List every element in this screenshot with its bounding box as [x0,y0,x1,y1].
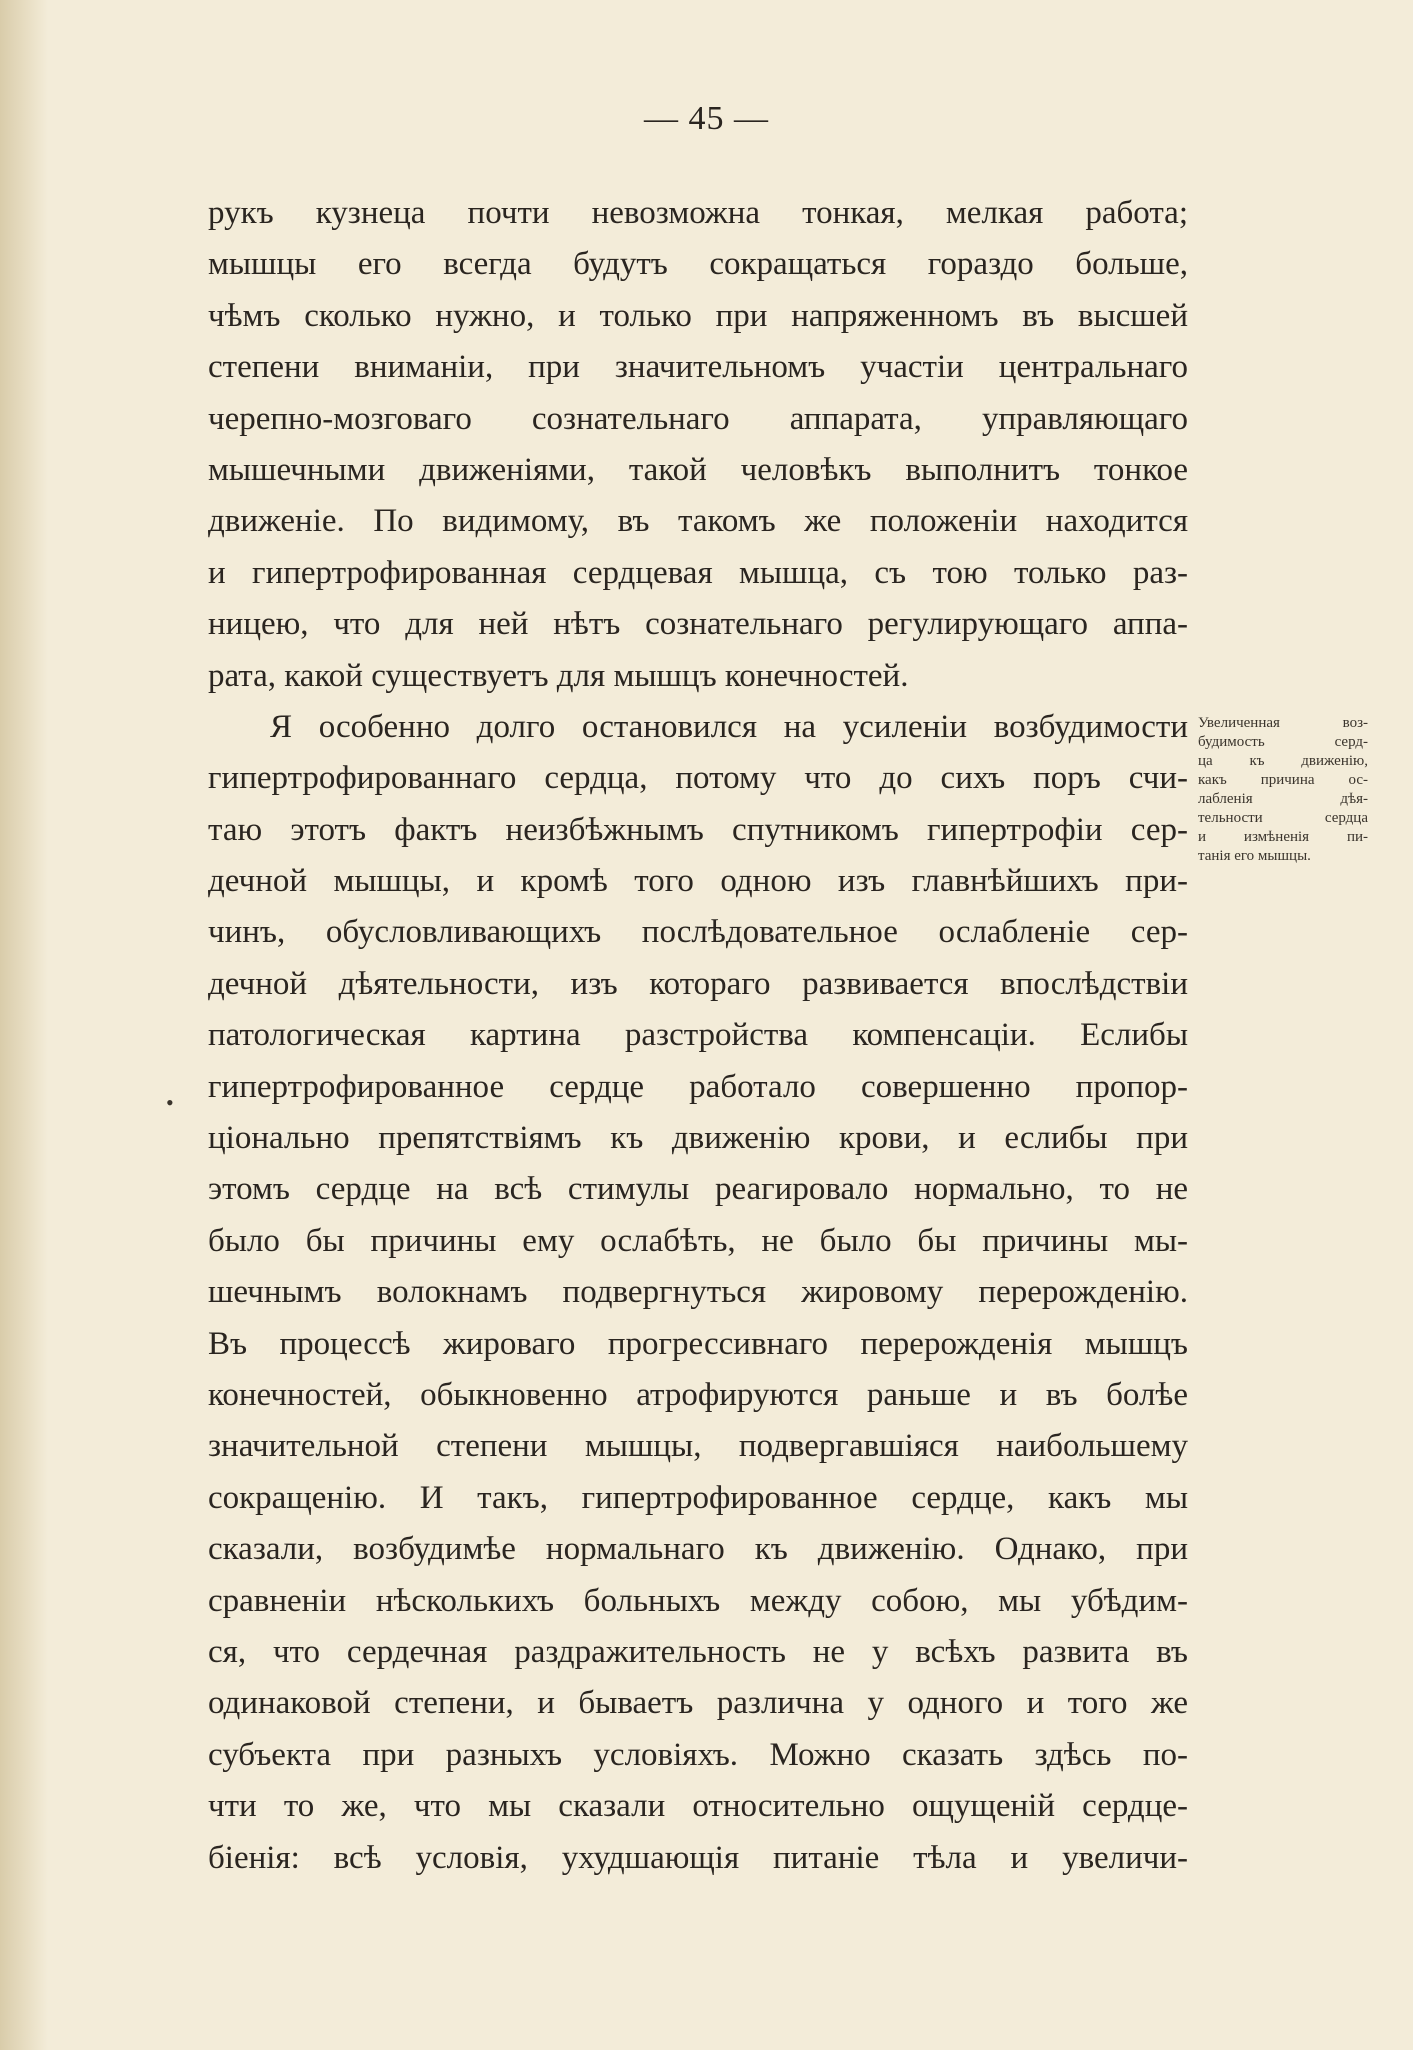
text-line: сказали, возбудимѣе нормальнаго къ движенію. Однако, при [208,1531,1188,1568]
page-edge-shadow [0,0,48,2050]
margin-note-line: лабленія дѣя- [1198,791,1368,807]
body-text [208,188,1188,1884]
text-line: степени вниманіи, при значительномъ участіи центральнаго [208,349,1188,386]
text-line: рукъ кузнеца почти невозможна тонкая, мелкая работа; [208,195,1188,231]
text-line: Въ процессѣ жироваго прогрессивнаго перерожденія мышцъ [208,1325,1188,1362]
text-line: ся, что сердечная раздражительность не у всѣхъ развита въ [208,1633,1188,1670]
text-line: одинаковой степени, и бываетъ различна у одного и того же [208,1685,1188,1722]
text-line: чѣмъ сколько нужно, и только при напряженномъ въ высшей [208,297,1188,334]
margin-note-line: Увеличенная воз- [1198,715,1368,731]
text-line: ницею, что для ней нѣтъ сознательнаго регулирующаго аппа- [208,606,1188,643]
text-line: чти то же, что мы сказали относительно ощущеній сердце- [208,1788,1188,1825]
text-line: конечностей, обыкновенно атрофируются раньше и въ болѣе [208,1376,1188,1413]
text-line: значительной степени мышцы, подвергавшіяся наибольшему [208,1428,1188,1465]
text-line: дечной дѣятельности, изъ котораго развивается впослѣдствіи [208,965,1188,1002]
text-line: біенія: всѣ условія, ухудшающія питаніе тѣла и увеличи- [208,1839,1188,1876]
text-line: черепно-мозговаго сознательнаго аппарата, управляющаго [208,400,1188,437]
margin-note-line: ца къ движенію, [1198,753,1368,769]
text-line: сравненіи нѣсколькихъ больныхъ между собою, мы убѣдим- [208,1582,1188,1619]
text-line: и гипертрофированная сердцевая мышца, съ тою только раз- [208,554,1188,591]
text-line: дечной мышцы, и кромѣ того одною изъ главнѣйшихъ при- [208,863,1188,900]
text-line: сокращенію. И такъ, гипертрофированное сердце, какъ мы [208,1479,1188,1516]
text-line: было бы причины ему ослабѣть, не было бы причины мы- [208,1222,1188,1259]
text-line: чинъ, обусловливающихъ послѣдовательное ослабленіе сер- [208,914,1188,951]
margin-note-line: тельности сердца [1198,810,1368,826]
text-line: гипертрофированнаго сердца, потому что до сихъ поръ счи- [208,760,1188,797]
paragraph-start-line: Я особенно долго остановился на усиленіи возбудимости [270,708,1188,745]
margin-note-line: будимость серд- [1198,734,1368,750]
text-line: шечнымъ волокнамъ подвергнуться жировому перерожденію. [208,1274,1188,1311]
paragraph-end-line: рата, какой существуетъ для мышцъ конечностей. [208,657,909,694]
text-line: гипертрофированное сердце работало совершенно пропор- [208,1068,1188,1105]
ink-dot-mark: • [166,1090,174,1115]
text-line: этомъ сердце на всѣ стимулы реагировало нормально, то не [208,1171,1188,1208]
margin-note-line: какъ причина ос- [1198,772,1368,788]
margin-note [1198,714,1368,866]
text-line: движеніе. По видимому, въ такомъ же положеніи находится [208,503,1188,540]
text-line: таю этотъ фактъ неизбѣжнымъ спутникомъ гипертрофіи сер- [208,811,1188,848]
text-line: мышечными движеніями, такой человѣкъ выполнитъ тонкое [208,451,1188,488]
text-line: мышцы его всегда будутъ сокращаться гораздо больше, [208,246,1188,283]
page-number: — 45 — [644,100,769,137]
text-line: субъекта при разныхъ условіяхъ. Можно сказать здѣсь по- [208,1736,1188,1773]
text-line: ціонально препятствіямъ къ движенію крови, и еслибы при [208,1120,1188,1157]
margin-note-line: и измѣненія пи- [1198,829,1368,845]
margin-note-line: танія его мышцы. [1198,848,1311,864]
text-line: патологическая картина разстройства компенсаціи. Еслибы [208,1017,1188,1054]
